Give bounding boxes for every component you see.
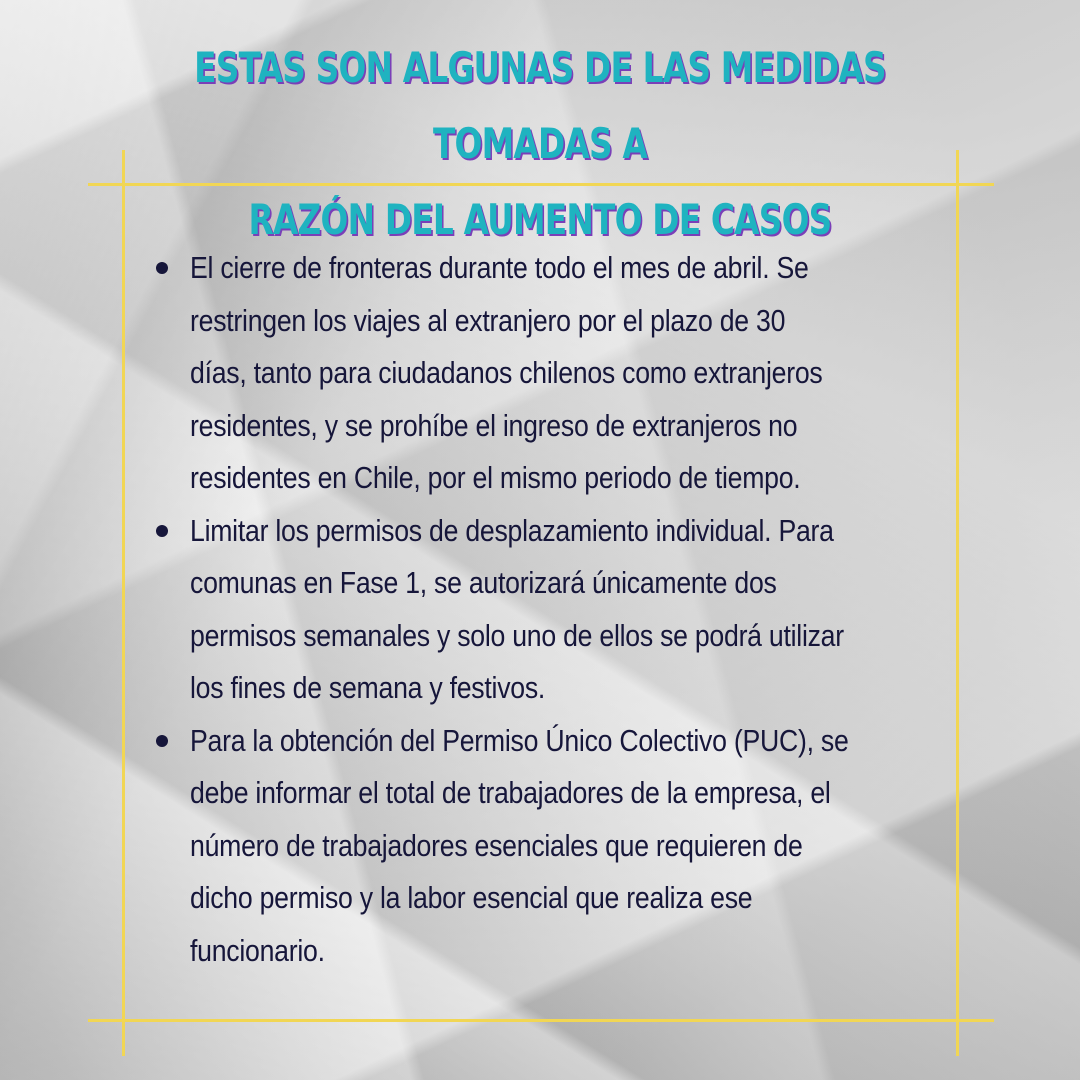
frame-left-line (122, 150, 125, 1056)
list-item (150, 715, 950, 978)
frame-bottom-line (88, 1019, 994, 1022)
title-line-2: RAZÓN DEL AUMENTO DE CASOS (248, 195, 832, 244)
bullet-icon (156, 735, 168, 747)
measures-list (150, 242, 950, 977)
page-title (150, 30, 930, 258)
frame-top-line (88, 183, 994, 186)
measure-text: Para la obtención del Permiso Único Colectivo (PUC), se debe informar el total de trabajadores de la empresa, el número de trabajadores esenciales que requieren de dicho permiso y la labor esencial que realiza ese funcionario. (190, 722, 849, 968)
list-item (150, 242, 950, 505)
measures-panel (150, 242, 950, 977)
measure-text: Limitar los permisos de desplazamiento individual. Para comunas en Fase 1, se autorizará únicamente dos permisos semanales y solo uno de ellos se podrá utilizar los fines de semana y festivos. (190, 512, 844, 705)
list-item (150, 505, 950, 715)
title-line-1: ESTAS SON ALGUNAS DE LAS MEDIDAS TOMADAS A (194, 43, 886, 168)
measure-text: El cierre de fronteras durante todo el mes de abril. Se restringen los viajes al extranjero por el plazo de 30 días, tanto para ciudadanos chilenos como extranjeros residentes, y se prohíbe el ingreso de extranjeros no residentes en Chile, por el mismo periodo de tiempo. (190, 250, 823, 495)
frame-right-line (956, 150, 959, 1056)
bullet-icon (156, 525, 168, 537)
bullet-icon (156, 262, 168, 274)
